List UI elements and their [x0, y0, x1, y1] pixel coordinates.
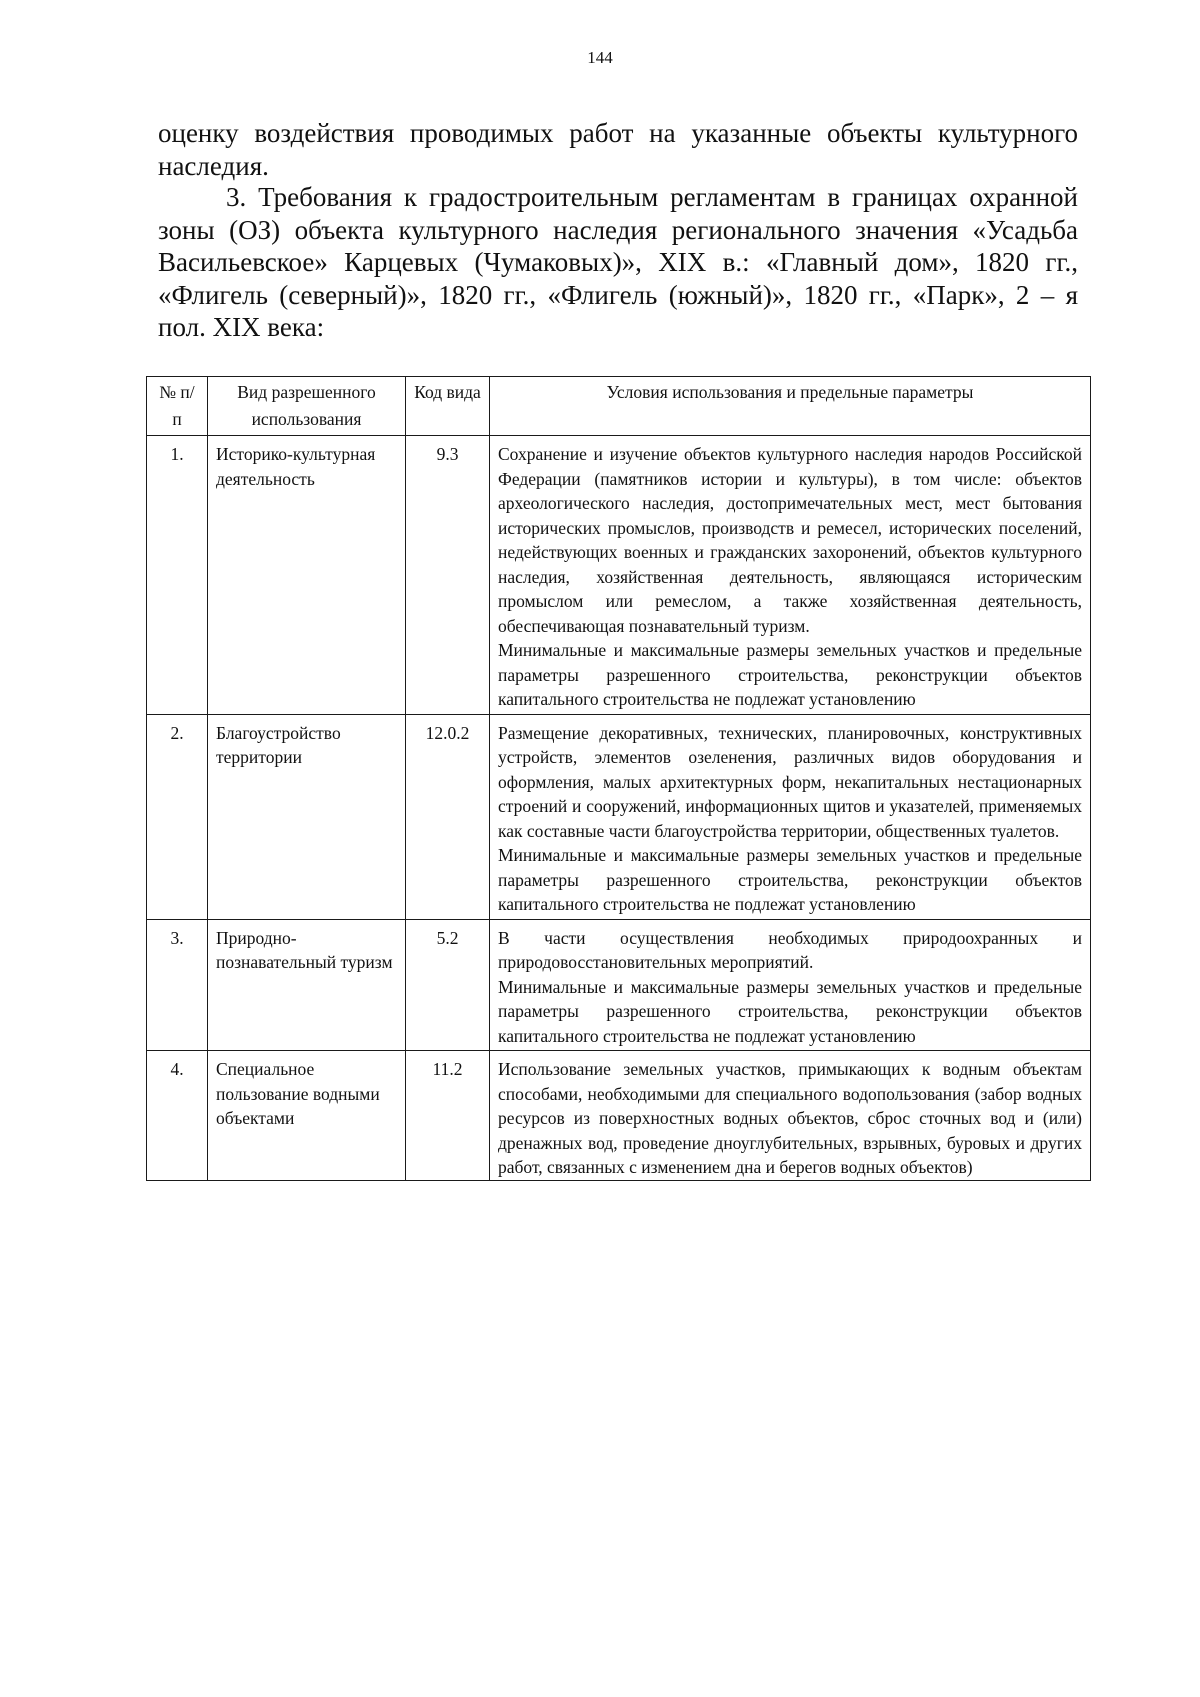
page-number: 144: [587, 48, 613, 67]
header-use-type: Вид разрешенного использования: [208, 377, 406, 436]
row-use-type: Специальное пользование водными объектами: [208, 1051, 406, 1181]
header-num: № п/п: [147, 377, 208, 436]
row-num: 2.: [147, 714, 208, 919]
row-use-type: Природно-познавательный туризм: [208, 919, 406, 1051]
paragraph-intro: оценку воздействия проводимых работ на указанные объекты культурного наследия.: [158, 118, 1078, 181]
row-num: 4.: [147, 1051, 208, 1181]
row-code: 9.3: [406, 436, 490, 715]
row-conditions: [490, 714, 1091, 919]
row-code: 11.2: [406, 1051, 490, 1181]
row-conditions-text: Размещение декоративных, технических, планировочных, конструктивных устройств, элементов озеленения, различных видов оборудования и оформления, малых архитектурных форм, некапитальных нестационарных строений и сооружений, информационных щитов и указателей, применяемых как составные части благоустройства территории, общественных туалетов.: [498, 722, 1082, 841]
table-row: [147, 1051, 1091, 1181]
row-conditions-text: Сохранение и изучение объектов культурного наследия народов Российской Федерации (памятников истории и культуры), в том числе: объектов археологического наследия, достопримечательных мест, мест бытования исторических промыслов, производств и ремесел, исторических поселений, недействующих военных и гражданских захоронений, объектов культурного наследия, хозяйственная деятельность, являющаяся историческим промыслом или ремеслом, а также хозяйственная деятельность, обеспечивающая познавательный туризм.: [498, 444, 1082, 636]
row-conditions: [490, 1051, 1091, 1181]
table-row: [147, 714, 1091, 919]
row-parameters-text: Минимальные и максимальные размеры земельных участков и предельные параметры разрешенного строительства, реконструкции объектов капитального строительства не подлежат установлению: [498, 640, 1082, 709]
row-num: 1.: [147, 436, 208, 715]
row-conditions: [490, 436, 1091, 715]
row-parameters-text: Минимальные и максимальные размеры земельных участков и предельные параметры разрешенного строительства, реконструкции объектов капитального строительства не подлежат установлению: [498, 845, 1082, 914]
header-code: Код вида: [406, 377, 490, 436]
row-code: 12.0.2: [406, 714, 490, 919]
table-row: [147, 919, 1091, 1051]
row-conditions-text: В части осуществления необходимых природоохранных и природовосстановительных мероприятий.: [498, 927, 1082, 972]
header-conditions: Условия использования и предельные параметры: [490, 377, 1091, 436]
paragraph-requirements: 3. Требования к градостроительным регламентам в границах охранной зоны (ОЗ) объекта культурного наследия регионального значения «Усадьба Васильевское» Карцевых (Чумаковых)», XIX в.: «Главный дом», 1820 гг., «Флигель (северный)», 1820 гг., «Флигель (южный)», 1820 гг., «Парк», 2 – я пол. XIX века:: [158, 182, 1078, 342]
table-row: [147, 436, 1091, 715]
row-num: 3.: [147, 919, 208, 1051]
row-use-type: Историко-культурная деятельность: [208, 436, 406, 715]
row-conditions-text: Использование земельных участков, примыкающих к водным объектам способами, необходимыми для специального водопользования (забор водных ресурсов из поверхностных водных объектов, сброс сточных вод и (или) дренажных вод, проведение дноуглубительных, взрывных, буровых и других работ, связанных с изменением дна и берегов водных объектов): [498, 1059, 1082, 1177]
regulations-table: [146, 376, 1091, 1181]
table-header-row: [147, 377, 1091, 436]
row-code: 5.2: [406, 919, 490, 1051]
row-parameters-text: Минимальные и максимальные размеры земельных участков и предельные параметры разрешенного строительства, реконструкции объектов капитального строительства не подлежат установлению: [498, 976, 1082, 1046]
row-use-type: Благоустройство территории: [208, 714, 406, 919]
row-conditions: [490, 919, 1091, 1051]
